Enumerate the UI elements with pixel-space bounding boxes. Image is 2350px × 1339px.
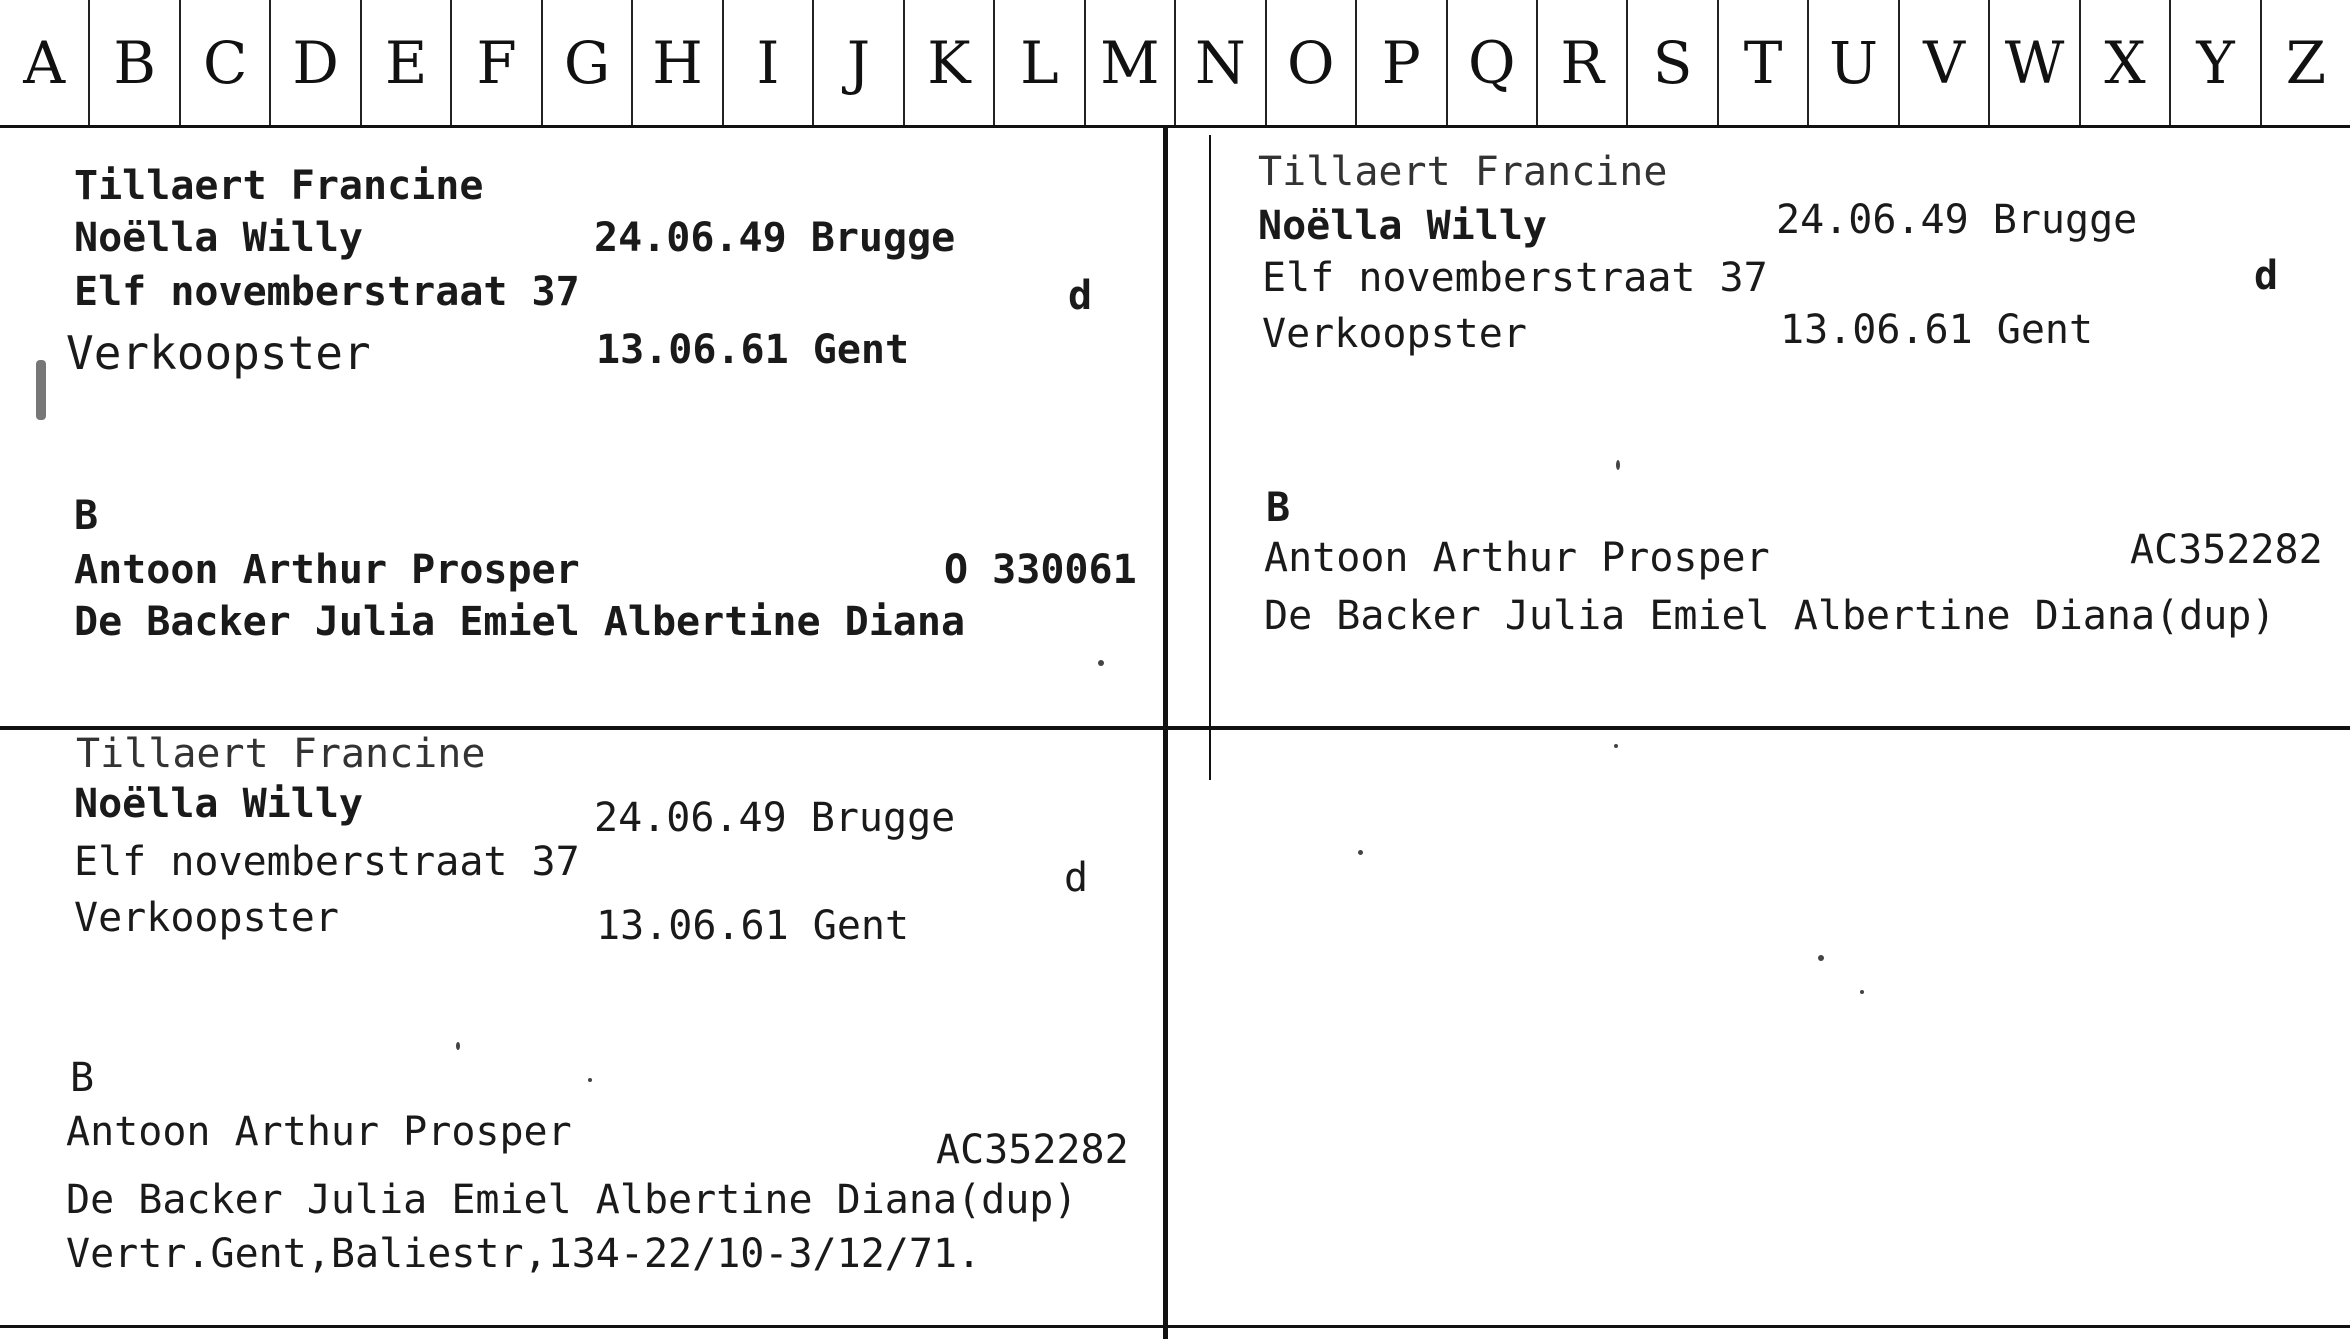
center-divider bbox=[1163, 128, 1168, 1339]
index-letter-r: R bbox=[1538, 0, 1628, 125]
card-birth: 24.06.49 Brugge bbox=[594, 795, 956, 841]
index-letter-q: Q bbox=[1448, 0, 1538, 125]
card-name: Tillaert Francine bbox=[1258, 149, 1668, 195]
card-event: 13.06.61 Gent bbox=[596, 327, 910, 373]
card-flag: d bbox=[2254, 253, 2279, 299]
index-letter-y: Y bbox=[2171, 0, 2261, 125]
card-occupation: Verkoopster bbox=[74, 895, 339, 941]
scan-speck bbox=[1614, 744, 1618, 748]
scan-speck bbox=[1818, 955, 1824, 961]
card-note: Vertr.Gent,Baliestr,134-22/10-3/12/71. bbox=[66, 1231, 982, 1277]
card-partner: Noëlla Willy bbox=[1258, 203, 1547, 249]
index-letter-m: M bbox=[1086, 0, 1176, 125]
index-letter-u: U bbox=[1809, 0, 1899, 125]
card-name: Tillaert Francine bbox=[74, 163, 484, 209]
bottom-divider bbox=[0, 1325, 2350, 1328]
card-father: Antoon Arthur Prosper bbox=[1264, 535, 1770, 581]
scan-speck bbox=[36, 360, 46, 420]
card-address: Elf novemberstraat 37 bbox=[1262, 255, 1768, 301]
card-occupation: Verkoopster bbox=[1262, 311, 1527, 357]
index-letter-n: N bbox=[1176, 0, 1266, 125]
index-letter-b: B bbox=[90, 0, 180, 125]
scan-speck bbox=[1358, 850, 1363, 855]
card-occupation: Verkoopster bbox=[66, 326, 371, 380]
index-letter-e: E bbox=[362, 0, 452, 125]
index-letter-c: C bbox=[181, 0, 271, 125]
scan-speck bbox=[1098, 660, 1104, 666]
index-letter-x: X bbox=[2081, 0, 2171, 125]
card-category: B bbox=[74, 493, 99, 539]
card-birth: 24.06.49 Brugge bbox=[1776, 197, 2138, 243]
card-address: Elf novemberstraat 37 bbox=[74, 269, 580, 315]
index-letter-w: W bbox=[1990, 0, 2080, 125]
index-letter-s: S bbox=[1628, 0, 1718, 125]
card-category: B bbox=[70, 1055, 95, 1101]
card-flag: d bbox=[1064, 855, 1089, 901]
index-letter-o: O bbox=[1267, 0, 1357, 125]
alphabet-index-strip bbox=[0, 0, 2350, 128]
card-father: Antoon Arthur Prosper bbox=[66, 1109, 572, 1155]
index-letter-t: T bbox=[1719, 0, 1809, 125]
card-name: Tillaert Francine bbox=[76, 731, 486, 777]
card-event: 13.06.61 Gent bbox=[1780, 307, 2094, 353]
card-code: AC352282 bbox=[936, 1127, 1129, 1173]
middle-divider bbox=[0, 726, 2350, 730]
scan-speck bbox=[1616, 460, 1620, 470]
scan-speck bbox=[588, 1078, 592, 1082]
index-letter-l: L bbox=[995, 0, 1085, 125]
card-mother: De Backer Julia Emiel Albertine Diana(dup) bbox=[66, 1177, 1078, 1223]
index-letter-j: J bbox=[814, 0, 904, 125]
card-code: AC352282 bbox=[2130, 527, 2323, 573]
card-event: 13.06.61 Gent bbox=[596, 903, 910, 949]
index-letter-f: F bbox=[452, 0, 542, 125]
card-category: B bbox=[1266, 485, 1291, 531]
card-address: Elf novemberstraat 37 bbox=[74, 839, 580, 885]
card-partner: Noëlla Willy bbox=[74, 215, 363, 261]
card-flag: d bbox=[1068, 273, 1093, 319]
card-mother: De Backer Julia Emiel Albertine Diana bbox=[74, 599, 966, 645]
index-letter-d: D bbox=[271, 0, 361, 125]
card-birth: 24.06.49 Brugge bbox=[594, 215, 956, 261]
index-letter-a: A bbox=[0, 0, 90, 125]
index-letter-z: Z bbox=[2285, 28, 2327, 97]
index-letter-v: V bbox=[1900, 0, 1990, 125]
index-letter-i: I bbox=[724, 0, 814, 125]
index-letter-h: H bbox=[633, 0, 723, 125]
scan-speck bbox=[1860, 990, 1864, 994]
index-letter-k: K bbox=[905, 0, 995, 125]
index-letter-g: G bbox=[543, 0, 633, 125]
card-mother: De Backer Julia Emiel Albertine Diana(dup) bbox=[1264, 593, 2276, 639]
card-code: O 330061 bbox=[944, 547, 1137, 593]
right-card-edge bbox=[1209, 135, 1211, 780]
card-father: Antoon Arthur Prosper bbox=[74, 547, 580, 593]
card-partner: Noëlla Willy bbox=[74, 781, 363, 827]
index-letter-p: P bbox=[1357, 0, 1447, 125]
scan-speck bbox=[456, 1042, 460, 1050]
